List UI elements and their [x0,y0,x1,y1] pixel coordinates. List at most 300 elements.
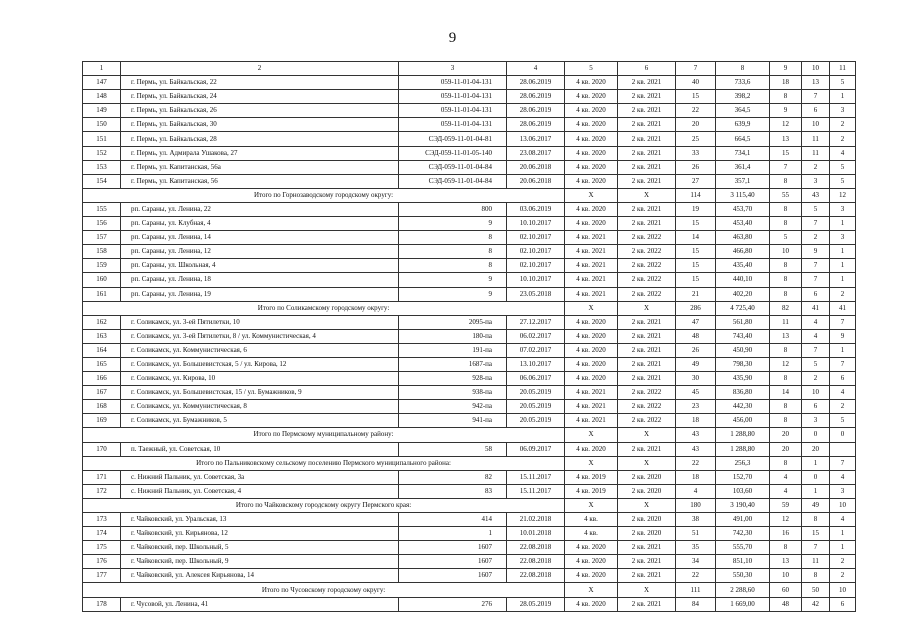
table-cell: 3 [802,174,830,188]
table-cell: 734,1 [716,146,770,160]
table-cell: 4 кв. 2020 [565,569,618,583]
table-cell: 2 кв. 2021 [618,372,676,386]
table-row [83,343,856,357]
table-cell: 27 [676,174,716,188]
address-cell: с. Нижний Пальник, ул. Советская, 4 [121,484,399,498]
housing-register-table [82,61,856,612]
table-cell: 743,40 [716,329,770,343]
row-number: 159 [83,259,121,273]
table-cell: 18 [676,414,716,428]
table-cell: 103,60 [716,484,770,498]
subtotal-row [83,498,856,512]
table-cell: 7 [802,541,830,555]
table-cell: 463,80 [716,231,770,245]
table-row [83,513,856,527]
table-cell: 22.08.2018 [507,555,565,569]
table-cell: 4 [830,470,856,484]
table-cell: 35 [676,541,716,555]
table-cell: 5 [830,160,856,174]
table-cell: 15 [676,217,716,231]
address-cell: рп. Сараны, ул. Школьная, 4 [121,259,399,273]
table-cell: 2 кв. 2020 [618,470,676,484]
subtotal-row [83,456,856,470]
table-cell: 2 [802,372,830,386]
table-cell: 8 [399,231,507,245]
table-cell: 1607 [399,541,507,555]
row-number: 158 [83,245,121,259]
table-cell: 1 [802,484,830,498]
table-cell: 7 [802,273,830,287]
subtotal-cell: 8 [770,456,802,470]
table-cell: 2 кв. 2021 [618,442,676,456]
table-cell: 466,80 [716,245,770,259]
table-cell: 18 [770,76,802,90]
table-cell: 5 [802,202,830,216]
table-cell: 361,4 [716,160,770,174]
table-row [83,541,856,555]
address-cell: г. Чусовой, ул. Ленина, 41 [121,597,399,611]
table-cell: 555,70 [716,541,770,555]
address-cell: рп. Сараны, ул. Ленина, 22 [121,202,399,216]
table-cell: 733,6 [716,76,770,90]
table-cell: 28.06.2019 [507,76,565,90]
row-number: 148 [83,90,121,104]
table-row [83,315,856,329]
table-row [83,329,856,343]
table-cell: 8 [770,541,802,555]
table-cell: 191-па [399,343,507,357]
table-cell: 7 [830,315,856,329]
table-cell: 10.01.2018 [507,527,565,541]
table-cell: 0 [802,470,830,484]
subtotal-cell: 256,3 [716,456,770,470]
address-cell: с. Нижний Пальник, ул. Советская, 3а [121,470,399,484]
table-row [83,569,856,583]
table-cell: 456,00 [716,414,770,428]
table-cell: 639,9 [716,118,770,132]
header-cell: 2 [121,62,399,76]
subtotal-cell: 0 [802,428,830,442]
header-cell: 4 [507,62,565,76]
table-cell: 42 [802,597,830,611]
table-cell: 8 [770,414,802,428]
header-cell: 5 [565,62,618,76]
table-row [83,104,856,118]
address-cell: г. Пермь, ул. Байкальская, 28 [121,132,399,146]
table-cell: 3 [830,484,856,498]
table-cell: 2 кв. 2022 [618,414,676,428]
row-number: 172 [83,484,121,498]
row-number: 166 [83,372,121,386]
subtotal-label: Итого по Соликамскому городскому округу: [83,301,565,315]
table-cell: СЭД-059-11-01-04-84 [399,160,507,174]
table-cell: 2 кв. 2021 [618,146,676,160]
table-cell: 4 кв. 2021 [565,386,618,400]
table-cell: 40 [676,76,716,90]
table-cell: 3 [802,414,830,428]
subtotal-cell: 4 725,40 [716,301,770,315]
table-cell: 20 [802,442,830,456]
table-row [83,132,856,146]
row-number: 176 [83,555,121,569]
table-cell: 6 [802,400,830,414]
table-cell: 18 [676,470,716,484]
table-cell: 2 [802,160,830,174]
table-cell: 4 кв. 2021 [565,400,618,414]
row-number: 164 [83,343,121,357]
table-cell: 8 [770,259,802,273]
table-cell: 2 кв. 2020 [618,527,676,541]
table-cell: 2 кв. 2020 [618,484,676,498]
table-cell: 49 [676,357,716,371]
table-cell: 2 кв. 2020 [618,513,676,527]
table-cell: 1 [830,245,856,259]
address-cell: г. Пермь, ул. Байкальская, 22 [121,76,399,90]
table-cell: 8 [802,513,830,527]
subtotal-cell: Х [565,456,618,470]
address-cell: г. Соликамск, ул. 3-ей Пятилетки, 8 / ул. Коммунистическая, 4 [121,329,399,343]
table-cell: 28.06.2019 [507,118,565,132]
header-row [83,62,856,76]
table-cell: 4 [676,484,716,498]
table-cell: 13 [770,555,802,569]
subtotal-cell: 59 [770,498,802,512]
table-cell: 2 [830,400,856,414]
table-cell: 2 [830,555,856,569]
table-cell: 22.08.2018 [507,569,565,583]
address-cell: г. Чайковский, ул. Кирьянова, 12 [121,527,399,541]
table-cell: 435,40 [716,259,770,273]
table-cell: 1 [830,259,856,273]
table-cell: 9 [770,104,802,118]
table-cell: 798,30 [716,357,770,371]
table-cell: 3 [830,104,856,118]
table-cell: 06.06.2017 [507,372,565,386]
table-cell: 07.02.2017 [507,343,565,357]
table-cell: 2 кв. 2022 [618,287,676,301]
table-cell: 13 [770,329,802,343]
table-cell: 13.06.2017 [507,132,565,146]
subtotal-cell: Х [565,583,618,597]
table-cell: 11 [802,146,830,160]
table-cell: 4 кв. 2020 [565,329,618,343]
table-cell: 561,80 [716,315,770,329]
table-cell: 4 кв. 2020 [565,76,618,90]
table-cell: 30 [676,372,716,386]
address-cell: г. Соликамск, ул. Большевистская, 15 / ул. Бумажников, 9 [121,386,399,400]
table-cell: 06.02.2017 [507,329,565,343]
table-cell: 16 [770,527,802,541]
header-cell: 6 [618,62,676,76]
row-number: 149 [83,104,121,118]
row-number: 161 [83,287,121,301]
table-cell: 11 [770,315,802,329]
table-cell: 180-па [399,329,507,343]
table-cell: 28.06.2019 [507,104,565,118]
table-cell: 1 [830,217,856,231]
header-cell: 8 [716,62,770,76]
table-cell: 10.10.2017 [507,217,565,231]
table-cell: 5 [830,174,856,188]
table-cell: 10.10.2017 [507,273,565,287]
table-row [83,90,856,104]
table-cell: 5 [830,414,856,428]
table-cell: 2 кв. 2021 [618,597,676,611]
table-cell: 7 [830,357,856,371]
row-number: 152 [83,146,121,160]
table-cell: 02.10.2017 [507,231,565,245]
subtotal-cell: 114 [676,188,716,202]
table-row [83,118,856,132]
table-cell: 941-па [399,414,507,428]
table-row [83,160,856,174]
table-cell: 20.05.2019 [507,414,565,428]
table-cell: СЭД-059-11-01-04-84 [399,174,507,188]
table-cell: 7 [802,217,830,231]
table-cell: 664,5 [716,132,770,146]
table-cell: 9 [399,273,507,287]
table-cell: 1687-па [399,357,507,371]
table-row [83,357,856,371]
table-row [83,555,856,569]
table-cell: 9 [399,287,507,301]
table-cell: 2 кв. 2022 [618,245,676,259]
table-cell: 15 [802,527,830,541]
address-cell: г. Соликамск, ул. Бумажников, 5 [121,414,399,428]
table-cell: 4 кв. [565,527,618,541]
table-cell: 4 кв. 2020 [565,118,618,132]
table-cell: 14 [676,231,716,245]
table-cell: 450,90 [716,343,770,357]
subtotal-cell: 180 [676,498,716,512]
table-cell: 4 [830,513,856,527]
table-cell: 800 [399,202,507,216]
table-cell: 8 [770,217,802,231]
subtotal-cell: 60 [770,583,802,597]
subtotal-cell: 10 [830,498,856,512]
table-row [83,470,856,484]
address-cell: г. Чайковский, пер. Школьный, 5 [121,541,399,555]
subtotal-label: Итого по Горнозаводскому городскому округу: [83,188,565,202]
table-cell: 13.10.2017 [507,357,565,371]
table-cell: 2 кв. 2021 [618,217,676,231]
table-cell: 20.06.2018 [507,160,565,174]
table-cell: 2 кв. 2022 [618,231,676,245]
table-cell: 84 [676,597,716,611]
table-cell: 21 [676,287,716,301]
address-cell: г. Соликамск, ул. Коммунистическая, 6 [121,343,399,357]
table-cell: 33 [676,146,716,160]
table-cell: 1 [399,527,507,541]
subtotal-label: Итого по Пальниковскому сельскому поселению Пермского муниципального района: [83,456,565,470]
subtotal-row [83,188,856,202]
table-cell: 4 кв. 2020 [565,315,618,329]
address-cell: г. Пермь, ул. Капитанская, 56а [121,160,399,174]
address-cell: г. Соликамск, ул. Коммунистическая, 8 [121,400,399,414]
table-row [83,146,856,160]
table-cell: 4 кв. 2021 [565,287,618,301]
row-number: 150 [83,118,121,132]
address-cell: рп. Сараны, ул. Ленина, 18 [121,273,399,287]
table-cell: 26 [676,160,716,174]
table-cell: 4 кв. 2020 [565,202,618,216]
table-cell: 398,2 [716,90,770,104]
table-cell: 4 кв. 2020 [565,357,618,371]
table-cell: 47 [676,315,716,329]
table-cell: 4 кв. 2021 [565,414,618,428]
row-number: 153 [83,160,121,174]
table-row [83,217,856,231]
table-cell: 2 кв. 2021 [618,90,676,104]
row-number: 178 [83,597,121,611]
table-cell [830,442,856,456]
table-cell: 51 [676,527,716,541]
table-cell: 8 [770,202,802,216]
subtotal-cell: 2 288,60 [716,583,770,597]
subtotal-cell: 10 [830,583,856,597]
table-cell: 8 [770,400,802,414]
table-cell: 3 [830,231,856,245]
row-number: 167 [83,386,121,400]
row-number: 155 [83,202,121,216]
subtotal-cell: Х [565,498,618,512]
subtotal-cell: 1 288,80 [716,428,770,442]
table-cell: 2 кв. 2021 [618,118,676,132]
table-cell: 28.05.2019 [507,597,565,611]
table-cell: 8 [770,174,802,188]
table-cell: 4 кв. 2020 [565,90,618,104]
subtotal-label: Итого по Пермскому муниципальному району: [83,428,565,442]
table-cell: 2 кв. 2022 [618,259,676,273]
table-cell: 8 [770,287,802,301]
page-number: 9 [448,30,457,46]
table-row [83,273,856,287]
table-cell: 4 кв. 2020 [565,372,618,386]
table-cell: 83 [399,484,507,498]
table-row [83,372,856,386]
table-cell: 19 [676,202,716,216]
address-cell: г. Соликамск, ул. 3-ей Пятилетки, 10 [121,315,399,329]
table-cell: 2 [830,287,856,301]
subtotal-cell: Х [565,188,618,202]
table-cell: 8 [770,343,802,357]
table-cell: 2 кв. 2021 [618,104,676,118]
row-number: 162 [83,315,121,329]
table-row [83,400,856,414]
table-cell: 15 [676,245,716,259]
table-cell: 2 кв. 2021 [618,174,676,188]
address-cell: г. Чайковский, ул. Уральская, 13 [121,513,399,527]
table-row [83,597,856,611]
address-cell: г. Пермь, ул. Байкальская, 30 [121,118,399,132]
table-cell: 20.05.2019 [507,400,565,414]
table-cell: 942-па [399,400,507,414]
subtotal-cell: 20 [770,428,802,442]
table-cell: 06.09.2017 [507,442,565,456]
table-cell: 12 [770,357,802,371]
table-cell: 276 [399,597,507,611]
table-cell: СЭД-059-11-01-04-81 [399,132,507,146]
table-cell: 4 кв. 2021 [565,259,618,273]
table-cell: 11 [802,132,830,146]
table-cell: 8 [802,569,830,583]
table-cell: 2 кв. 2021 [618,160,676,174]
header-cell: 11 [830,62,856,76]
address-cell: п. Таежный, ул. Советская, 10 [121,442,399,456]
table-cell: 3 [830,202,856,216]
row-number: 169 [83,414,121,428]
table-cell: 059-11-01-04-131 [399,104,507,118]
table-cell: 4 кв. 2020 [565,217,618,231]
table-cell: 2 [830,569,856,583]
subtotal-row [83,428,856,442]
header-cell: 3 [399,62,507,76]
table-cell: 2 кв. 2021 [618,357,676,371]
table-cell: СЭД-059-11-01-05-140 [399,146,507,160]
table-cell: 48 [770,597,802,611]
table-cell: 364,5 [716,104,770,118]
subtotal-cell: 50 [802,583,830,597]
table-cell: 10 [770,245,802,259]
table-cell: 4 кв. 2021 [565,273,618,287]
table-cell: 928-па [399,372,507,386]
table-row [83,245,856,259]
table-cell: 02.10.2017 [507,245,565,259]
table-cell: 1 [830,273,856,287]
table-cell: 9 [830,329,856,343]
subtotal-cell: 286 [676,301,716,315]
table-cell: 4 кв. 2021 [565,245,618,259]
table-cell: 15 [676,259,716,273]
table-cell: 23 [676,400,716,414]
table-cell: 22.08.2018 [507,541,565,555]
table-cell: 491,00 [716,513,770,527]
table-cell: 5 [830,76,856,90]
subtotal-cell: Х [618,498,676,512]
table-cell: 4 кв. 2019 [565,470,618,484]
table-cell: 23.05.2018 [507,287,565,301]
subtotal-cell: 3 190,40 [716,498,770,512]
header-cell: 1 [83,62,121,76]
table-row [83,174,856,188]
table-cell: 2 кв. 2021 [618,555,676,569]
table-cell: 836,80 [716,386,770,400]
table-cell: 2 кв. 2021 [618,569,676,583]
table-cell: 742,30 [716,527,770,541]
subtotal-cell: 55 [770,188,802,202]
table-cell: 15 [676,90,716,104]
table-cell: 10 [802,386,830,400]
table-cell: 4 кв. 2020 [565,104,618,118]
table-cell: 15.11.2017 [507,484,565,498]
table-cell: 8 [770,273,802,287]
address-cell: г. Чайковский, пер. Школьный, 9 [121,555,399,569]
subtotal-cell: Х [618,456,676,470]
table-cell: 1 [830,343,856,357]
table-cell: 1607 [399,555,507,569]
table-cell: 4 кв. 2020 [565,132,618,146]
header-cell: 10 [802,62,830,76]
table-row [83,76,856,90]
address-cell: г. Соликамск, ул. Большевистская, 5 / ул. Кирова, 12 [121,357,399,371]
table-cell: 440,10 [716,273,770,287]
table-cell: 20.05.2019 [507,386,565,400]
address-cell: рп. Сараны, ул. Клубная, 4 [121,217,399,231]
row-number: 147 [83,76,121,90]
table-cell: 58 [399,442,507,456]
table-cell: 7 [802,90,830,104]
table-cell: 6 [830,372,856,386]
